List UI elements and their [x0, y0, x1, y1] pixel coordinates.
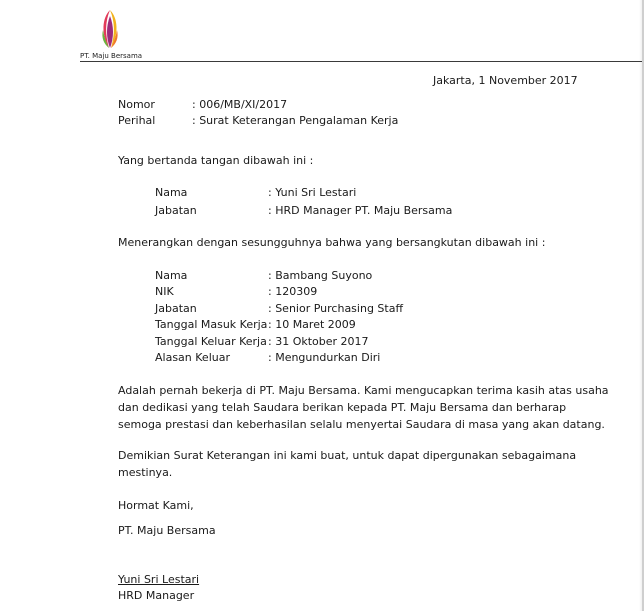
closing-line: Demikian Surat Keterangan ini kami buat, untuk dapat dipergunakan sebagaimana — [118, 449, 577, 462]
employee-label: Tanggal Masuk Kerja — [155, 318, 268, 331]
signer-label: Nama — [155, 186, 188, 199]
signature-title: HRD Manager — [118, 589, 195, 602]
body-line: semoga prestasi dan keberhasilan selalu menyertai Saudara di masa yang akan datang. — [118, 418, 605, 431]
employee-label: Nama — [155, 269, 188, 282]
statement-text: Menerangkan dengan sesungguhnya bahwa yang bersangkutan dibawah ini : — [118, 236, 546, 249]
place-date: Jakarta, 1 November 2017 — [433, 74, 578, 87]
employee-value: : Bambang Suyono — [268, 269, 373, 282]
closing-line: mestinya. — [118, 466, 173, 479]
signer-value: : HRD Manager PT. Maju Bersama — [268, 204, 453, 217]
signature-name: Yuni Sri Lestari — [118, 573, 200, 586]
regards-text: Hormat Kami, — [118, 499, 194, 512]
signer-value: : Yuni Sri Lestari — [268, 186, 357, 199]
employee-value: : 120309 — [268, 285, 318, 298]
employee-value: : Senior Purchasing Staff — [268, 302, 404, 315]
header-divider — [80, 61, 644, 62]
body-line: dan dedikasi yang telah Saudara berikan kepada PT. Maju Bersama dan berharap — [118, 401, 567, 414]
meta-label-perihal: Perihal — [118, 114, 156, 127]
company-logo-icon — [95, 8, 125, 50]
logo-caption: PT. Maju Bersama — [80, 52, 143, 60]
employee-value: : 31 Oktober 2017 — [268, 335, 369, 348]
employee-value: : 10 Maret 2009 — [268, 318, 356, 331]
meta-value-perihal: : Surat Keterangan Pengalaman Kerja — [192, 114, 399, 127]
employee-label: Tanggal Keluar Kerja — [155, 335, 267, 348]
meta-value-nomor: : 006/MB/XI/2017 — [192, 98, 288, 111]
employee-value: : Mengundurkan Diri — [268, 351, 381, 364]
employee-label: Jabatan — [155, 302, 197, 315]
employee-label: Alasan Keluar — [155, 351, 230, 364]
intro-text: Yang bertanda tangan dibawah ini : — [118, 154, 314, 167]
signer-label: Jabatan — [155, 204, 197, 217]
body-line: Adalah pernah bekerja di PT. Maju Bersama. Kami mengucapkan terima kasih atas usaha — [118, 384, 609, 397]
company-sign: PT. Maju Bersama — [118, 524, 216, 537]
meta-label-nomor: Nomor — [118, 98, 155, 111]
employee-label: NIK — [155, 285, 174, 298]
